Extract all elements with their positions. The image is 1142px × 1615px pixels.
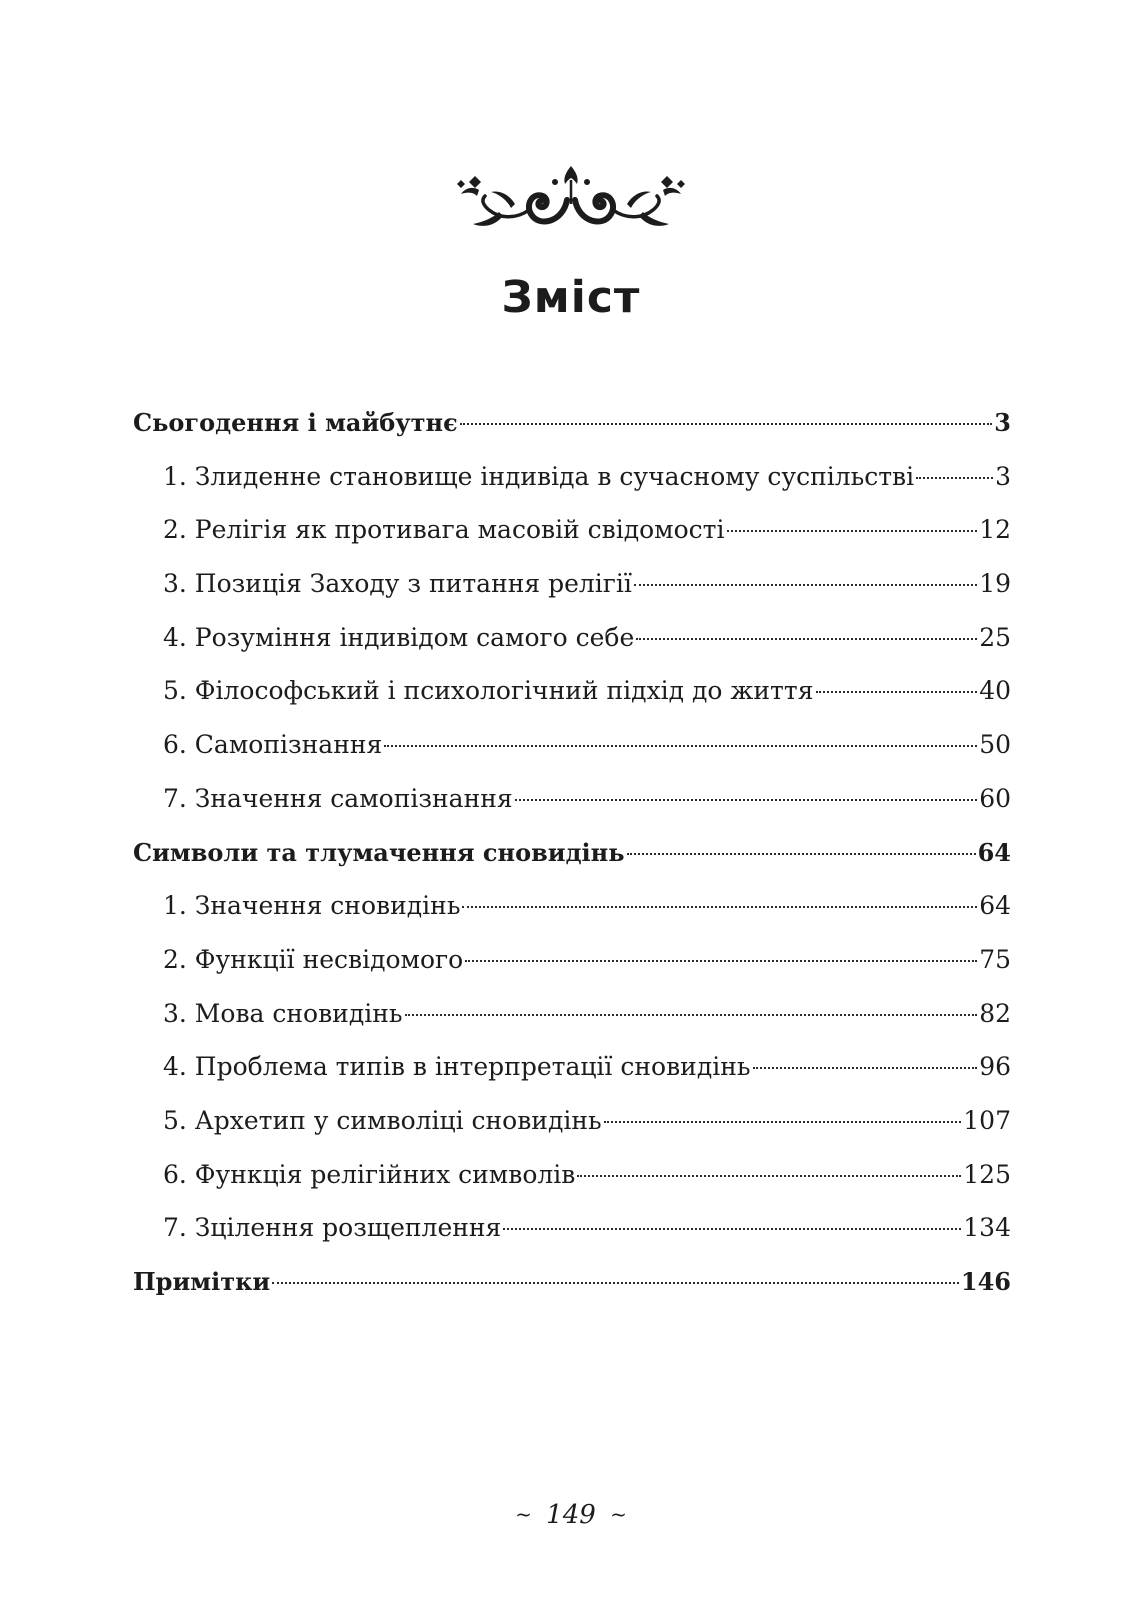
dot-leader bbox=[916, 477, 993, 479]
dot-leader bbox=[577, 1175, 961, 1177]
toc-entry-title: Сьогодення і майбутнє bbox=[133, 408, 458, 437]
toc-entry bbox=[133, 997, 1011, 1051]
toc-entry-page-number: 3 bbox=[995, 461, 1011, 491]
page-number: 149 bbox=[546, 1500, 596, 1530]
dot-leader bbox=[272, 1282, 959, 1284]
dot-leader bbox=[405, 1014, 978, 1016]
dot-leader bbox=[636, 638, 977, 640]
toc-entry-page-number: 96 bbox=[979, 1052, 1011, 1082]
toc-entry-title: 2. Функції несвідомого bbox=[163, 944, 464, 974]
right-flourish-icon: ~ bbox=[610, 1502, 627, 1526]
toc-section-entry bbox=[133, 836, 1011, 890]
toc-entry-title: 5. Архетип у символіці сновидінь bbox=[163, 1105, 602, 1135]
toc-entry bbox=[133, 1104, 1011, 1158]
dot-leader bbox=[604, 1121, 962, 1123]
dot-leader bbox=[465, 960, 977, 962]
toc-entry-page-number: 134 bbox=[963, 1213, 1011, 1243]
toc-entry-page-number: 19 bbox=[979, 569, 1011, 599]
toc-entry-title: 4. Проблема типів в інтерпретації сновидінь bbox=[163, 1052, 751, 1082]
toc-entry-page-number: 60 bbox=[979, 783, 1011, 813]
toc-entry-page-number: 25 bbox=[979, 622, 1011, 652]
toc-entry bbox=[133, 943, 1011, 997]
toc-entry bbox=[133, 1050, 1011, 1104]
page-footer bbox=[0, 1498, 1142, 1533]
toc-entry bbox=[133, 782, 1011, 836]
toc-entry-page-number: 40 bbox=[979, 676, 1011, 706]
dot-leader bbox=[753, 1067, 978, 1069]
toc-entry-title: 7. Зцілення розщеплення bbox=[163, 1213, 502, 1243]
toc-entry-page-number: 3 bbox=[994, 408, 1011, 437]
dot-leader bbox=[634, 584, 977, 586]
dot-leader bbox=[515, 799, 978, 801]
toc-entry bbox=[133, 621, 1011, 675]
toc-entry bbox=[133, 889, 1011, 943]
toc-entry-page-number: 64 bbox=[979, 891, 1011, 921]
toc-entry-title: 3. Мова сновидінь bbox=[163, 998, 403, 1028]
toc-entry-title: 6. Самопізнання bbox=[163, 730, 383, 760]
dot-leader bbox=[384, 745, 977, 747]
toc-entry-title: 6. Функція релігійних символів bbox=[163, 1159, 576, 1189]
toc-entry-page-number: 146 bbox=[960, 1267, 1011, 1296]
toc-entry-title: 2. Релігія як противага масовій свідомості bbox=[163, 515, 725, 545]
toc-entry bbox=[133, 1158, 1011, 1212]
left-flourish-icon: ~ bbox=[515, 1502, 532, 1526]
toc-entry bbox=[133, 728, 1011, 782]
toc-entry-title: 5. Філософський і психологічний підхід до життя bbox=[163, 676, 814, 706]
toc-section-entry bbox=[133, 1265, 1011, 1319]
dot-leader bbox=[460, 423, 993, 425]
toc-section-entry bbox=[133, 406, 1011, 460]
toc-entry-title: 1. Злиденне становище індивіда в сучасному суспільстві bbox=[163, 461, 915, 491]
toc-entry bbox=[133, 674, 1011, 728]
toc-entry-page-number: 12 bbox=[979, 515, 1011, 545]
toc-entry bbox=[133, 513, 1011, 567]
toc-entry-page-number: 75 bbox=[979, 944, 1011, 974]
toc-entry-page-number: 107 bbox=[963, 1105, 1011, 1135]
toc-entry-title: 7. Значення самопізнання bbox=[163, 783, 513, 813]
toc-entry-title: 4. Розуміння індивідом самого себе bbox=[163, 622, 635, 652]
dot-leader bbox=[727, 530, 978, 532]
toc-entry-page-number: 125 bbox=[963, 1159, 1011, 1189]
toc-entry-title: Примітки bbox=[133, 1267, 271, 1296]
toc-entry-title: 1. Значення сновидінь bbox=[163, 891, 461, 921]
floral-ornament-icon bbox=[455, 160, 687, 234]
dot-leader bbox=[627, 853, 976, 855]
toc-entry-page-number: 64 bbox=[977, 837, 1011, 867]
toc-entry-title: Символи та тлумачення сновидінь bbox=[133, 837, 625, 867]
dot-leader bbox=[462, 906, 977, 908]
toc-entry-page-number: 50 bbox=[979, 730, 1011, 760]
dot-leader bbox=[816, 691, 978, 693]
toc-entry-page-number: 82 bbox=[979, 998, 1011, 1028]
dot-leader bbox=[503, 1228, 961, 1230]
toc-entry bbox=[133, 1211, 1011, 1265]
toc-entry bbox=[133, 460, 1011, 514]
table-of-contents bbox=[133, 406, 1011, 1319]
toc-entry-title: 3. Позиція Заходу з питання релігії bbox=[163, 569, 632, 599]
page-title: Зміст bbox=[501, 272, 641, 323]
toc-entry bbox=[133, 567, 1011, 621]
